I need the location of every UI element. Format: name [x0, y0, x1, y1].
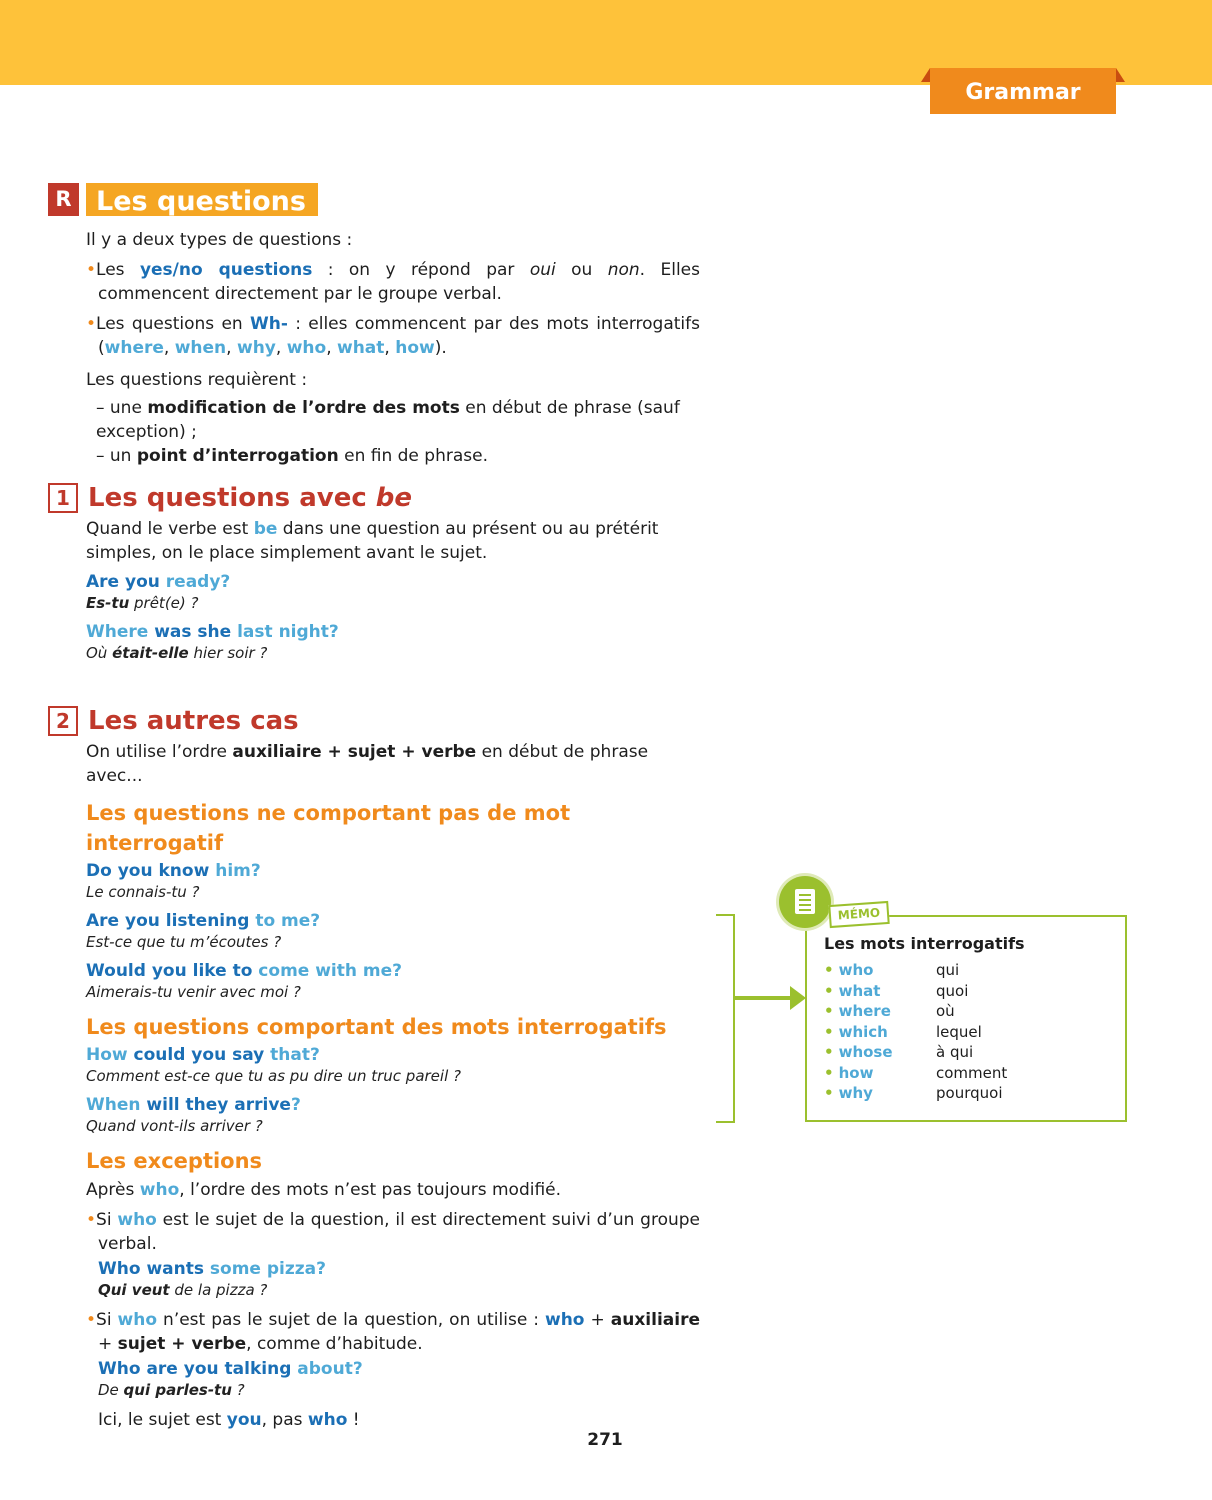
require-item-mark: – un point d’interrogation en fin de phrase. — [96, 446, 488, 466]
example-are-you-ready: Are you ready? — [86, 572, 231, 592]
memo-row: • how comment — [824, 1063, 1008, 1082]
section-r-heading — [48, 183, 700, 216]
grammar-tab[interactable]: Grammar — [930, 68, 1116, 114]
page-number: 271 — [587, 1430, 623, 1450]
bullet-who-subject: •Si who est le sujet de la question, il est directement suivi d’un groupe verbal. — [86, 1210, 701, 1254]
translation-qui-veut: Qui veut de la pizza ? — [98, 1281, 268, 1299]
memo-row: • who qui — [824, 961, 960, 979]
section-2 — [48, 704, 700, 1432]
bullet-wh: •Les questions en Wh- : elles commencent par des mots interrogatifs (where, when, why, who, what, how). — [86, 314, 700, 358]
section-1-text: Quand le verbe est be dans une question au présent ou au prétérit simples, on le place simplement avant le sujet. — [86, 519, 659, 563]
tab-fold-left — [921, 68, 930, 82]
section-1-title: Les questions avec be — [88, 483, 413, 513]
example-when-will-they: When will they arrive? — [86, 1095, 301, 1115]
bullet-who-not-subject: •Si who n’est pas le sujet de la question, on utilise : who + auxiliaire + sujet + verbe, comme d’habitude. — [86, 1310, 700, 1354]
example-who-wants: Who wants some pizza? — [98, 1259, 326, 1279]
section-1-number: 1 — [48, 483, 78, 513]
section-1-heading — [48, 481, 700, 515]
translation-quand: Quand vont-ils arriver ? — [86, 1117, 263, 1135]
memo-row: • why pourquoi — [824, 1084, 1003, 1102]
translation-ou-etait-elle: Où était-elle hier soir ? — [86, 644, 268, 662]
memo-bracket — [716, 914, 735, 1123]
memo-title: Les mots interrogatifs — [824, 934, 1025, 953]
example-are-you-listening: Are you listening to me? — [86, 911, 321, 931]
memo-word-list — [824, 960, 1114, 1104]
section-r-title: Les questions — [86, 183, 318, 216]
section-2-title: Les autres cas — [88, 706, 299, 736]
subheading-no-interrogative: Les questions ne comportant pas de mot interrogatif — [86, 801, 571, 855]
translation-le-connais-tu: Le connais-tu ? — [86, 883, 200, 901]
memo-row: • whose à qui — [824, 1043, 974, 1061]
require-item-order: – une modification de l’ordre des mots en début de phrase (sauf exception) ; — [96, 398, 680, 442]
document-icon — [795, 889, 815, 914]
tab-fold-right — [1116, 68, 1125, 82]
memo-arrow-head — [790, 986, 806, 1010]
example-where-was-she: Where was she last night? — [86, 622, 339, 642]
section-2-number: 2 — [48, 706, 78, 736]
example-would-you-like: Would you like to come with me? — [86, 961, 403, 981]
memo-row: • which lequel — [824, 1022, 982, 1041]
intro-text: Il y a deux types de questions : — [86, 230, 353, 250]
translation-comment: Comment est-ce que tu as pu dire un truc pareil ? — [86, 1067, 461, 1085]
subheading-exceptions: Les exceptions — [86, 1149, 263, 1173]
example-who-are-you-talking: Who are you talking about? — [98, 1359, 363, 1379]
section-2-heading — [48, 704, 700, 738]
memo-arrow — [734, 996, 796, 1000]
section-r — [48, 183, 700, 468]
exceptions-intro: Après who, l’ordre des mots n’est pas toujours modifié. — [86, 1180, 562, 1200]
section-2-text: On utilise l’ordre auxiliaire + sujet + verbe en début de phrase avec... — [86, 742, 649, 786]
example-do-you-know: Do you know him? — [86, 861, 261, 881]
translation-tu-m-ecoutes: Est-ce que tu m’écoutes ? — [86, 933, 282, 951]
example-how-could-you: How could you say that? — [86, 1045, 320, 1065]
bullet-yes-no: •Les yes/no questions : on y répond par oui ou non. Elles commencent directement par le groupe verbal. — [86, 260, 700, 304]
memo-label: MÉMO — [828, 901, 889, 928]
subheading-interrogative: Les questions comportant des mots interrogatifs — [86, 1015, 667, 1039]
section-r-badge: R — [48, 183, 79, 216]
memo-row: • what quoi — [824, 981, 969, 1000]
memo-row: • where où — [824, 1002, 955, 1020]
translation-aimerais-tu: Aimerais-tu venir avec moi ? — [86, 983, 301, 1001]
require-text: Les questions requièrent : — [86, 370, 308, 390]
final-note: Ici, le sujet est you, pas who ! — [98, 1410, 360, 1430]
translation-de-qui: De qui parles-tu ? — [98, 1381, 245, 1399]
translation-es-tu: Es-tu prêt(e) ? — [86, 594, 199, 612]
section-1 — [48, 481, 700, 663]
